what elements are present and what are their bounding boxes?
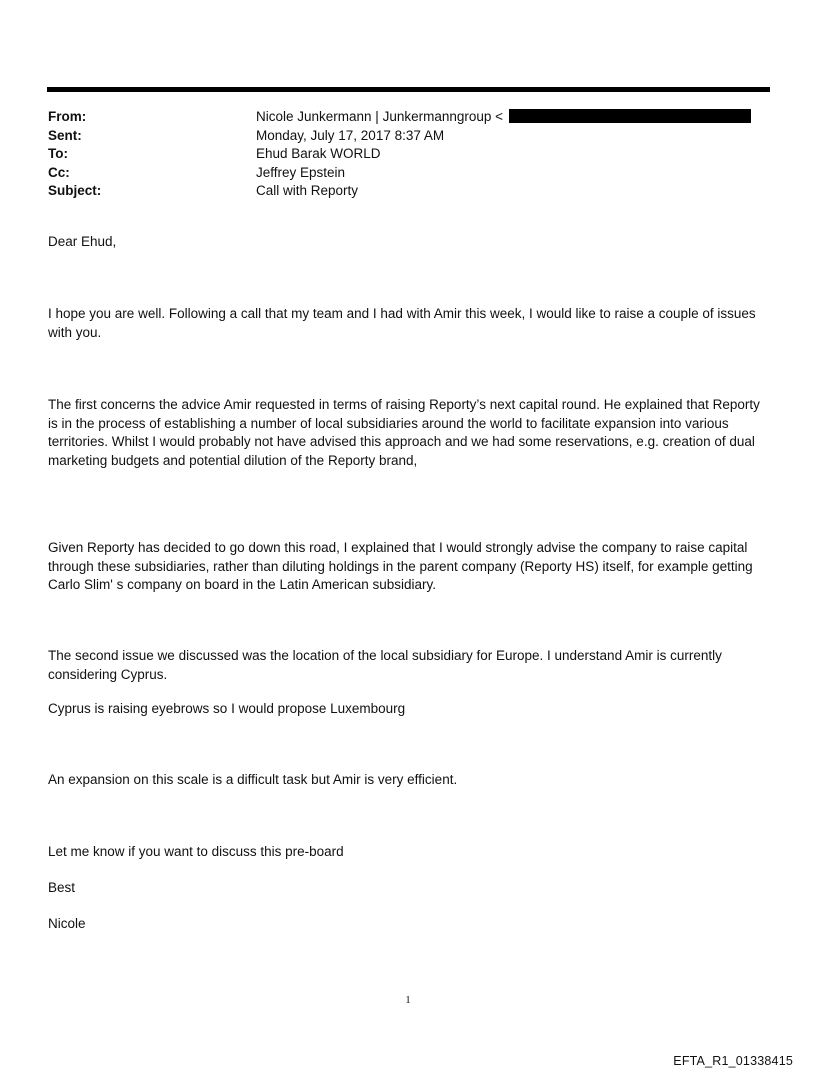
paragraph-3: Given Reporty has decided to go down this road, I explained that I would strongly advise the company to raise capital through these subsidiaries, rather than diluting holdings in the parent company (Reporty HS) itself, for example getting Carlo Slim' s company on board in the Latin American subsidiary. <box>48 540 753 592</box>
page-number: 1 <box>405 994 411 1006</box>
paragraph-1: I hope you are well. Following a call that my team and I had with Amir this week, I would like to raise a couple of issues with you. <box>48 306 756 340</box>
signature: Nicole <box>48 916 86 931</box>
from-row <box>48 108 768 127</box>
paragraph-6: An expansion on this scale is a difficult task but Amir is very efficient. <box>48 772 458 787</box>
cc-row <box>48 164 768 183</box>
from-text: Nicole Junkermann | Junkermanngroup < <box>256 109 504 124</box>
from-value <box>256 108 768 127</box>
bates-number: EFTA_R1_01338415 <box>673 1054 793 1068</box>
paragraph-4: The second issue we discussed was the location of the local subsidiary for Europe. I understand Amir is currently considering Cyprus. <box>48 648 722 682</box>
paragraph-2: The first concerns the advice Amir requested in terms of raising Reporty’s next capital round. He explained that Reporty is in the process of establishing a number of local subsidiaries around the world to facilitate expansion into various territories. Whilst I would probably not have advised this approach and we had some reservations, e.g. creation of dual marketing budgets and potential dilution of the Reporty brand, <box>48 397 760 468</box>
to-label: To: <box>48 146 68 161</box>
subject-label: Subject: <box>48 183 102 198</box>
to-row <box>48 145 768 164</box>
cc-label: Cc: <box>48 164 70 180</box>
redaction-block <box>509 109 751 123</box>
sent-row <box>48 127 768 146</box>
subject-value: Call with Reporty <box>256 183 359 198</box>
sent-label: Sent: <box>48 127 82 143</box>
header-divider <box>47 87 770 92</box>
subject-row <box>48 182 768 201</box>
signoff: Best <box>48 880 76 895</box>
email-header <box>48 108 768 201</box>
greeting: Dear Ehud, <box>48 234 117 249</box>
paragraph-5: Cyprus is raising eyebrows so I would propose Luxembourg <box>48 701 406 716</box>
sent-value: Monday, July 17, 2017 8:37 AM <box>256 127 445 143</box>
from-label: From: <box>48 109 87 124</box>
to-value: Ehud Barak WORLD <box>256 146 381 161</box>
cc-value: Jeffrey Epstein <box>256 164 346 180</box>
paragraph-7: Let me know if you want to discuss this pre-board <box>48 844 344 859</box>
